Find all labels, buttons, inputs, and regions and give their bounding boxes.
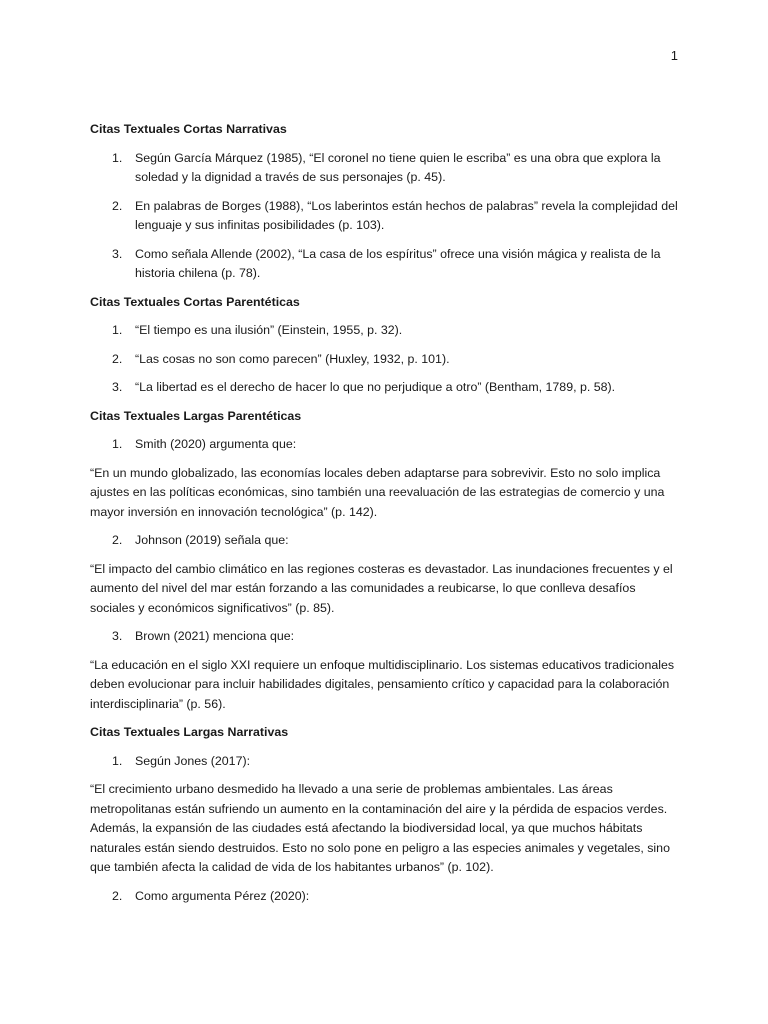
list-item-text: “La libertad es el derecho de hacer lo que no perjudique a otro” (Bentham, 1789, p. 58).	[135, 380, 616, 394]
list-number: 1.	[112, 150, 123, 165]
list-item	[90, 752, 678, 772]
list-number: 3.	[112, 380, 123, 394]
list-item-text: “Las cosas no son como parecen” (Huxley, 1932, p. 101).	[135, 351, 450, 366]
citation-intro: Como argumenta Pérez (2020):	[135, 888, 310, 903]
list-number: 1.	[112, 437, 123, 451]
numbered-list	[90, 321, 678, 398]
numbered-list	[90, 752, 678, 772]
citation-intro: Brown (2021) menciona que:	[135, 629, 295, 643]
list-number: 1.	[112, 753, 123, 768]
list-item	[90, 321, 678, 341]
citation-intro: Johnson (2019) señala que:	[135, 533, 289, 547]
list-item	[90, 887, 678, 907]
block-quote: “La educación en el siglo XXI requiere un enfoque multidisciplinario. Los sistemas educativos tradicionales deben evolucionar para incluir habilidades digitales, pensamiento crítico y capacidad para la colaboración interdisciplinaria” (p. 56).	[90, 657, 675, 711]
block-quote: “En un mundo globalizado, las economías locales deben adaptarse para sobrevivir. Esto no solo implica ajustes en las políticas económicas, sino también una reevaluación de las estrategias de comercio y una mayor inversión en innovación tecnológica” (p. 142).	[90, 465, 665, 519]
list-item	[90, 197, 678, 236]
block-quote: “El crecimiento urbano desmedido ha llevado a una serie de problemas ambientales. Las áreas metropolitanas están sufriendo un aumento en la contaminación del aire y la pérdida de espacios verdes. Además, la expansión de las ciudades está afectando la biodiversidad local, ya que muchos hábitats naturales están siendo destruidos. Esto no solo pone en peligro a las especies animales y vegetales, sino que también afecta la calidad de vida de los habitantes urbanos” (p. 102).	[90, 782, 670, 874]
list-number: 1.	[112, 323, 123, 337]
numbered-list	[90, 627, 678, 647]
citation-intro: Smith (2020) argumenta que:	[135, 437, 297, 451]
list-item	[90, 378, 678, 398]
numbered-list	[90, 531, 678, 551]
list-number: 2.	[112, 533, 123, 547]
list-item	[90, 350, 678, 370]
list-item	[90, 531, 678, 551]
list-item-text: Como señala Allende (2002), “La casa de los espíritus” ofrece una visión mágica y realista de la historia chilena (p. 78).	[135, 246, 661, 280]
section-heading: Citas Textuales Cortas Parentéticas	[90, 294, 300, 309]
list-item-text: “El tiempo es una ilusión” (Einstein, 1955, p. 32).	[135, 323, 403, 337]
page-number: 1	[670, 48, 678, 63]
section-heading: Citas Textuales Largas Parentéticas	[90, 408, 302, 423]
section-heading: Citas Textuales Largas Narrativas	[90, 725, 289, 739]
list-number: 2.	[112, 351, 123, 366]
list-item-text: Según García Márquez (1985), “El coronel no tiene quien le escriba” es una obra que explora la soledad y la dignidad a través de sus personajes (p. 45).	[135, 150, 661, 184]
list-number: 3.	[112, 246, 123, 261]
numbered-list	[90, 887, 678, 907]
list-number: 3.	[112, 629, 123, 643]
numbered-list	[90, 149, 678, 284]
citation-intro: Según Jones (2017):	[135, 753, 251, 768]
list-item-text: En palabras de Borges (1988), “Los laberintos están hechos de palabras” revela la complejidad del lenguaje y sus infinitas posibilidades (p. 103).	[135, 198, 678, 232]
list-item	[90, 627, 678, 647]
list-item	[90, 149, 678, 188]
numbered-list	[90, 435, 678, 455]
list-number: 2.	[112, 198, 123, 213]
list-item	[90, 245, 678, 284]
list-item	[90, 435, 678, 455]
list-number: 2.	[112, 888, 123, 903]
block-quote: “El impacto del cambio climático en las regiones costeras es devastador. Las inundaciones frecuentes y el aumento del nivel del mar están forzando a las comunidades a reubicarse, lo que conlleva desafíos sociales y económicos significativos” (p. 85).	[90, 561, 673, 615]
document-body	[90, 120, 678, 915]
section-heading: Citas Textuales Cortas Narrativas	[90, 122, 287, 136]
